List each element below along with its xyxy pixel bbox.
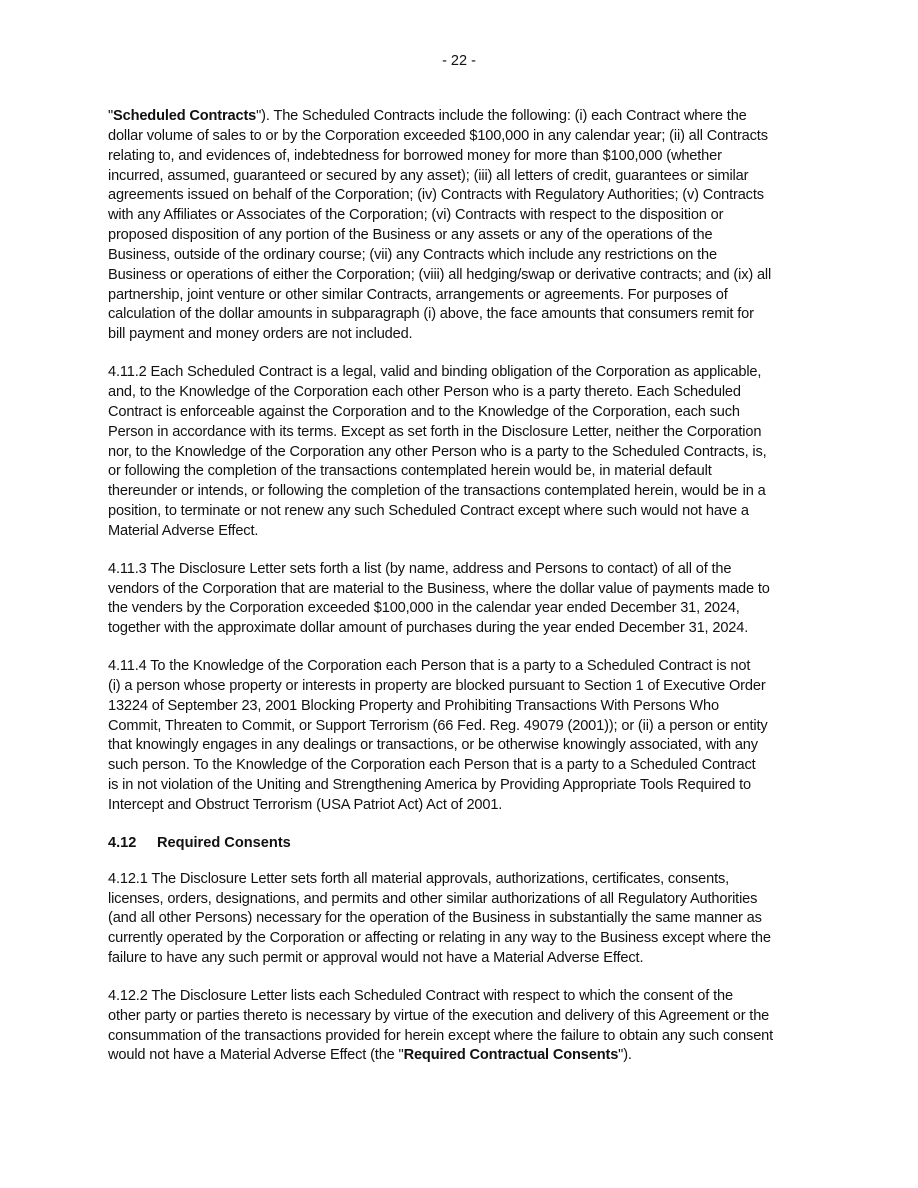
paragraph-4-11-3 xyxy=(108,560,828,639)
text-line: Intercept and Obstruct Terrorism (USA Patriot Act) Act of 2001. xyxy=(108,797,503,813)
text-line: 4.12.1 The Disclosure Letter sets forth all material approvals, authorizations, certificates, consents, xyxy=(108,870,730,887)
text-line: (and all other Persons) necessary for the operation of the Business in substantially the same manner as xyxy=(108,910,762,927)
document-body xyxy=(108,107,828,1084)
paragraph-4-12-2 xyxy=(108,987,828,1066)
paragraph-4-11-4 xyxy=(108,657,828,816)
text-line: 4.11.4 To the Knowledge of the Corporation each Person that is a party to a Scheduled Contract is not xyxy=(108,658,751,675)
section-title: Required Consents xyxy=(157,834,291,851)
text-line: currently operated by the Corporation or affecting or relating in any way to the Business except where the xyxy=(108,930,771,947)
text-line: 4.11.3 The Disclosure Letter sets forth a list (by name, address and Persons to contact) of all of the xyxy=(108,560,732,577)
text-line: incurred, assumed, guaranteed or secured by any asset); (iii) all letters of credit, guarantees or similar xyxy=(108,167,749,184)
section-number: 4.12 xyxy=(108,834,137,851)
section-heading xyxy=(108,834,828,854)
text: " xyxy=(108,108,114,124)
text-line: Commit, Threaten to Commit, or Support Terrorism (66 Fed. Reg. 49079 (2001)); or (ii) a person or entity xyxy=(108,717,768,734)
paragraph-4-12-1 xyxy=(108,870,828,969)
defined-term: Required Contractual Consents xyxy=(403,1047,619,1064)
text-line: Person in accordance with its terms. Except as set forth in the Disclosure Letter, neither the Corporation xyxy=(108,423,762,440)
text-line xyxy=(108,1046,828,1066)
text-line: relating to, and evidences of, indebtedness for borrowed money for more than $100,000 (whether xyxy=(108,147,722,164)
text: "). xyxy=(618,1047,632,1064)
text-line: such person. To the Knowledge of the Corporation each Person that is a party to a Scheduled Contract xyxy=(108,757,756,774)
text-line: vendors of the Corporation that are material to the Business, where the dollar value of payments made to xyxy=(108,580,770,597)
text-line: licenses, orders, designations, and permits and other similar authorizations of all Regulatory Authorities xyxy=(108,890,758,907)
text-line: Material Adverse Effect. xyxy=(108,522,259,539)
text-line: Business, outside of the ordinary course; (vii) any Contracts which include any restrictions on the xyxy=(108,246,717,263)
text-line: other party or parties thereto is necessary by virtue of the execution and delivery of this Agreement or the xyxy=(108,1007,770,1024)
text-line: is in not violation of the Uniting and Strengthening America by Providing Appropriate Tools Required to xyxy=(108,777,752,794)
text-line: with any Affiliates or Associates of the Corporation; (vi) Contracts with respect to the disposition or xyxy=(108,207,724,224)
text-line: bill payment and money orders are not included. xyxy=(108,326,413,343)
text-line: 13224 of September 23, 2001 Blocking Property and Prohibiting Transactions With Persons Who xyxy=(108,697,719,714)
text-line: partnership, joint venture or other similar Contracts, arrangements or agreements. For purposes of xyxy=(108,286,728,303)
text-line: failure to have any such permit or approval would not have a Material Adverse Effect. xyxy=(108,950,644,967)
text-line: 4.11.2 Each Scheduled Contract is a legal, valid and binding obligation of the Corporation as applicable, xyxy=(108,364,762,381)
text-line: (i) a person whose property or interests in property are blocked pursuant to Section 1 of Executive Order xyxy=(108,677,766,694)
text-line: Business or operations of either the Corporation; (viii) all hedging/swap or derivative contracts; and (ix) all xyxy=(108,266,772,283)
text-line: proposed disposition of any portion of the Business or any assets or any of the operations of the xyxy=(108,227,713,244)
text-line: thereunder or intends, or following the completion of the transactions contemplated herein, would be in a xyxy=(108,483,766,500)
text-line: dollar volume of sales to or by the Corporation exceeded $100,000 in any calendar year; (ii) all Contracts xyxy=(108,127,768,144)
text-line: the venders by the Corporation exceeded $100,000 in the calendar year ended December 31, 2024, xyxy=(108,600,740,617)
text: "). The Scheduled Contracts include the following: (i) each Contract where the xyxy=(256,108,747,124)
text-line: agreements issued on behalf of the Corporation; (iv) Contracts with Regulatory Authorities; (v) Contracts xyxy=(108,187,764,204)
text: would not have a Material Adverse Effect (the " xyxy=(108,1047,404,1064)
text-line: or following the completion of the transactions contemplated herein would be, in material default xyxy=(108,463,712,480)
paragraph-scheduled-contracts xyxy=(108,107,828,345)
text-line: together with the approximate dollar amount of purchases during the year ended December 31, 2024. xyxy=(108,620,749,637)
defined-term: Scheduled Contracts xyxy=(113,108,257,124)
page-number: - 22 - xyxy=(442,53,476,69)
text-line: position, to terminate or not renew any such Scheduled Contract except where such would not have a xyxy=(108,503,749,520)
text-line: consummation of the transactions provided for herein except where the failure to obtain any such consent xyxy=(108,1027,774,1044)
text-line: and, to the Knowledge of the Corporation each other Person who is a party thereto. Each Scheduled xyxy=(108,383,741,400)
paragraph-4-11-2 xyxy=(108,363,828,542)
text-line: Contract is enforceable against the Corporation and to the Knowledge of the Corporation, each such xyxy=(108,403,740,420)
text-line: nor, to the Knowledge of the Corporation any other Person who is a party to the Scheduled Contracts, is, xyxy=(108,443,767,460)
text-line xyxy=(108,107,828,127)
text-line: calculation of the dollar amounts in subparagraph (i) above, the face amounts that consumers remit for xyxy=(108,306,754,323)
text-line: 4.12.2 The Disclosure Letter lists each Scheduled Contract with respect to which the consent of the xyxy=(108,987,733,1004)
text-line: that knowingly engages in any dealings or transactions, or be otherwise knowingly associated, with any xyxy=(108,737,758,754)
